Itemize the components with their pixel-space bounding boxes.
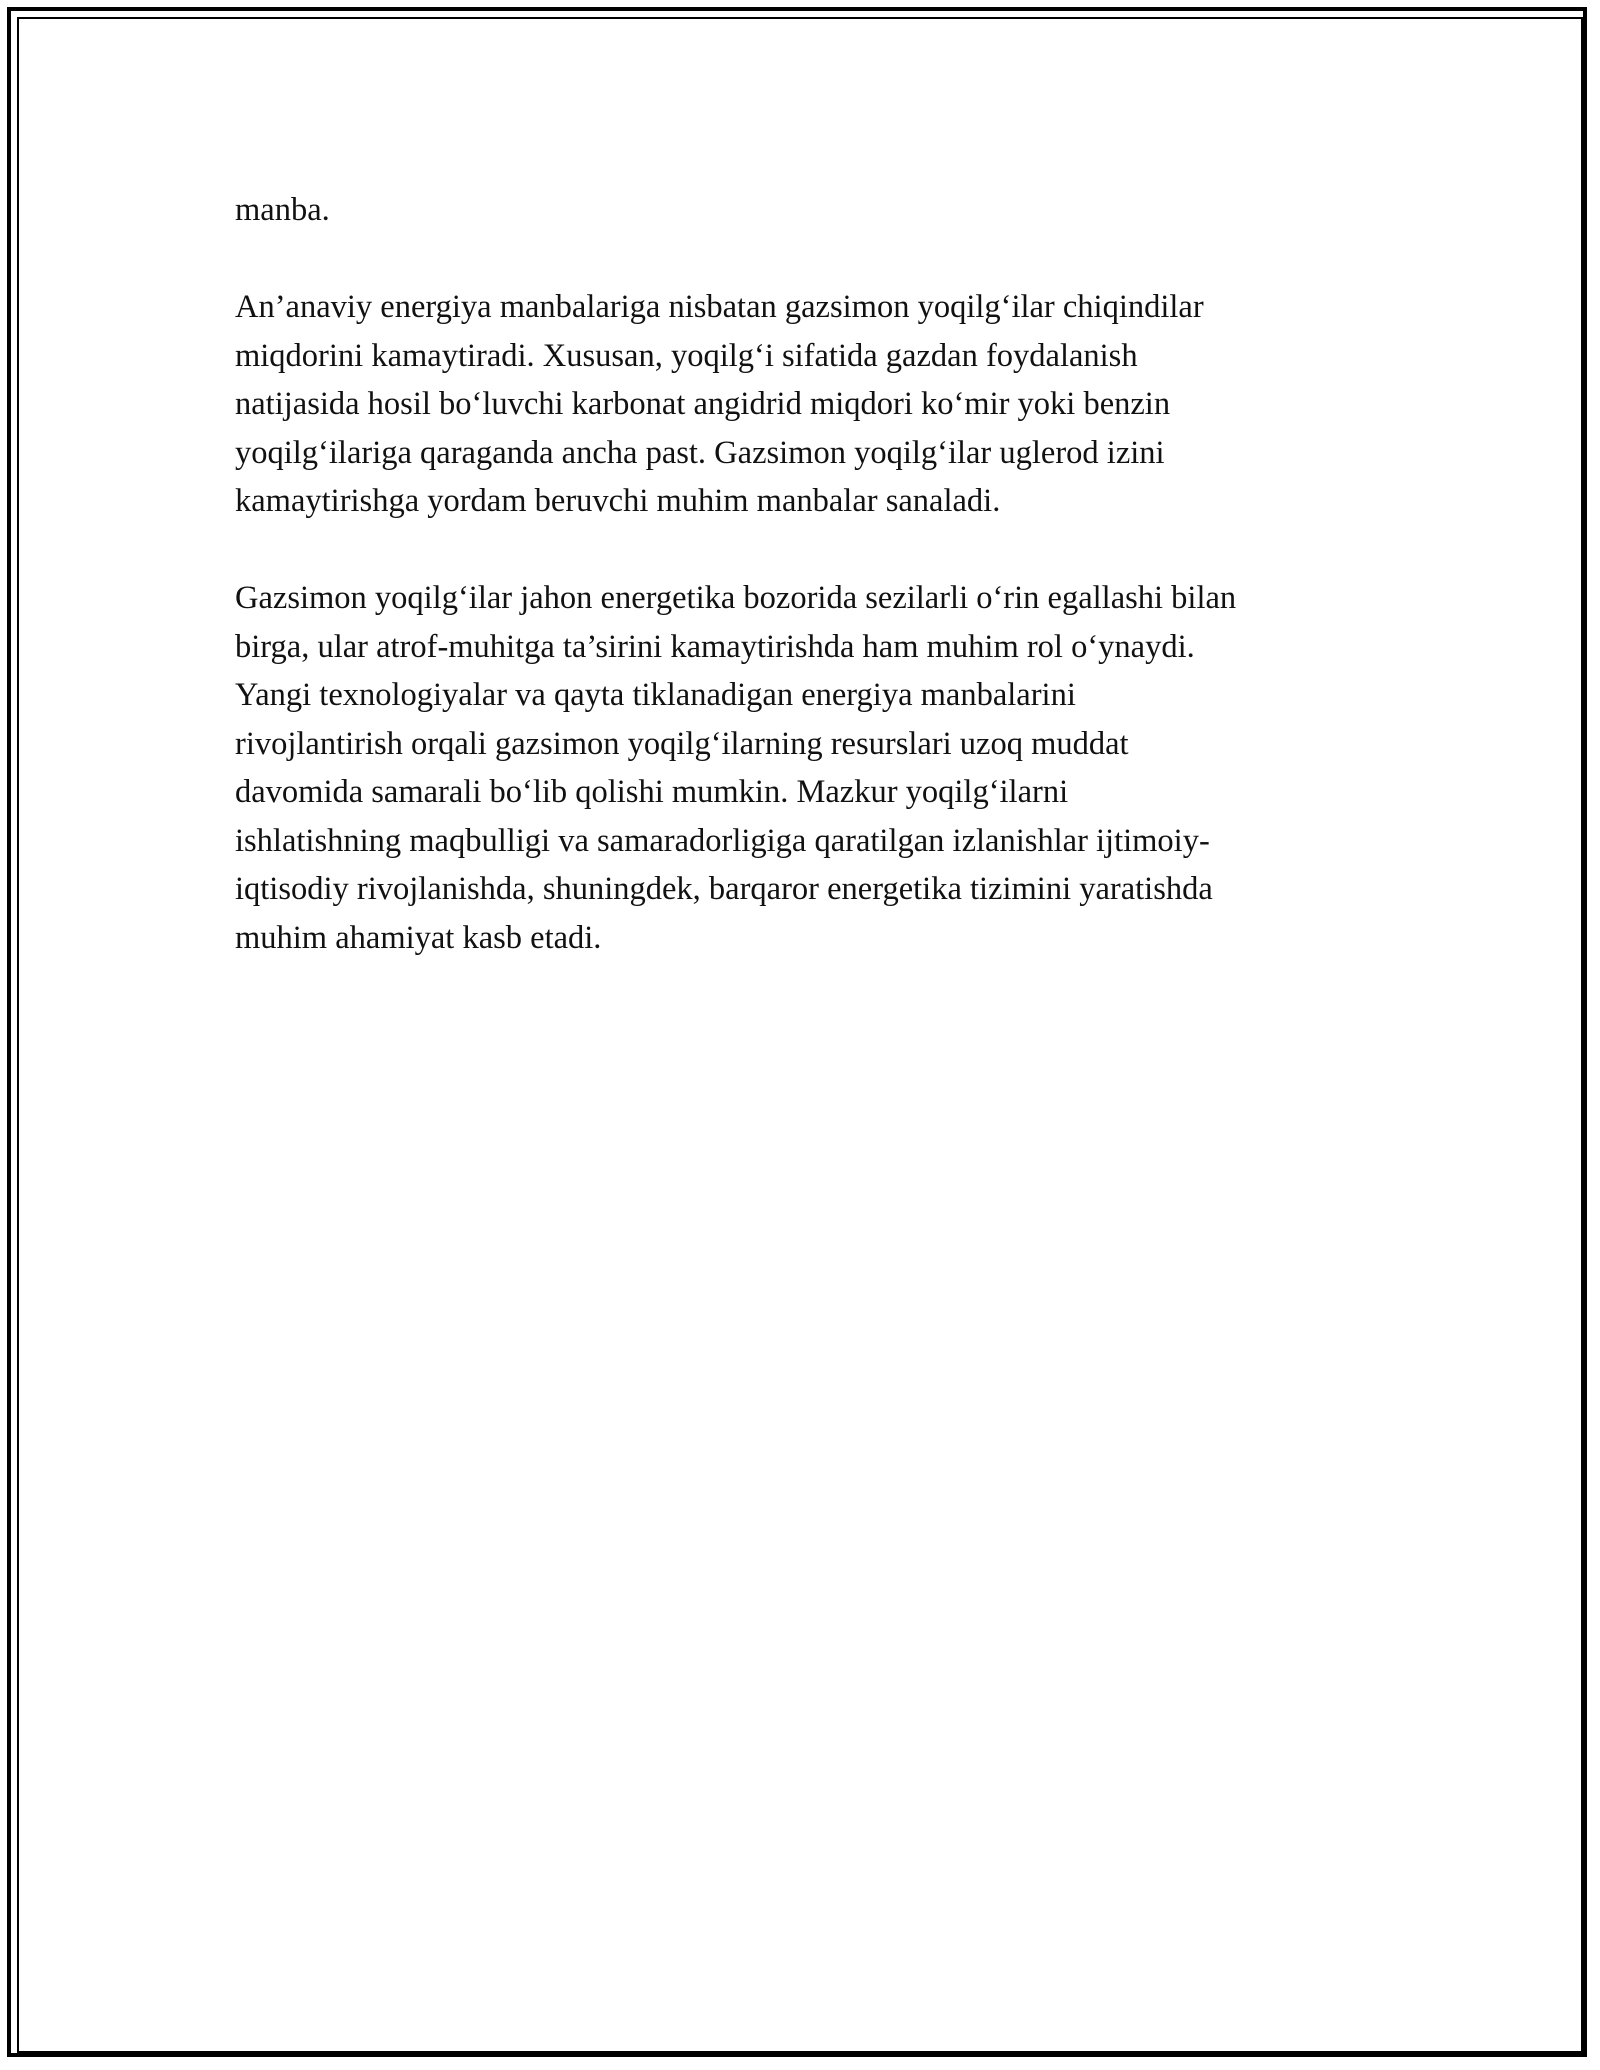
paragraph-emissions [235, 283, 1385, 526]
text-line: birga, ular atrof-muhitga ta’sirini kamaytirishda ham muhim rol o‘ynaydi. [235, 628, 1195, 665]
text-line: Yangi texnologiyalar va qayta tiklanadigan energiya manbalarini [235, 677, 1076, 713]
text-line: yoqilg‘ilariga qaraganda ancha past. Gazsimon yoqilg‘ilar uglerod izini [235, 434, 1165, 471]
text-line: davomida samarali bo‘lib qolishi mumkin. Mazkur yoqilg‘ilarni [235, 774, 1069, 810]
text-line: An’anaviy energiya manbalariga nisbatan gazsimon yoqilg‘ilar chiqindilar [235, 289, 1204, 325]
text-line: iqtisodiy rivojlanishda, shuningdek, barqaror energetika tizimini yaratishda [235, 871, 1213, 907]
text-line: ishlatishning maqbulligi va samaradorligiga qaratilgan izlanishlar ijtimoiy- [235, 822, 1210, 859]
text-line: Gazsimon yoqilg‘ilar jahon energetika bozorida sezilarli o‘rin egallashi bilan [235, 580, 1237, 616]
paragraph-market-role [235, 574, 1385, 962]
text-line: muhim ahamiyat kasb etadi. [235, 919, 602, 956]
text-line: kamaytirishga yordam beruvchi muhim manbalar sanaladi. [235, 483, 1001, 519]
document-body [235, 186, 1385, 962]
paragraph-continuation [235, 186, 1385, 235]
text-line: natijasida hosil bo‘luvchi karbonat angidrid miqdori ko‘mir yoki benzin [235, 386, 1171, 422]
text-line: manba. [235, 192, 330, 228]
text-line: miqdorini kamaytiradi. Xususan, yoqilg‘i sifatida gazdan foydalanish [235, 337, 1138, 374]
text-line: rivojlantirish orqali gazsimon yoqilg‘ilarning resurslari uzoq muddat [235, 725, 1129, 762]
